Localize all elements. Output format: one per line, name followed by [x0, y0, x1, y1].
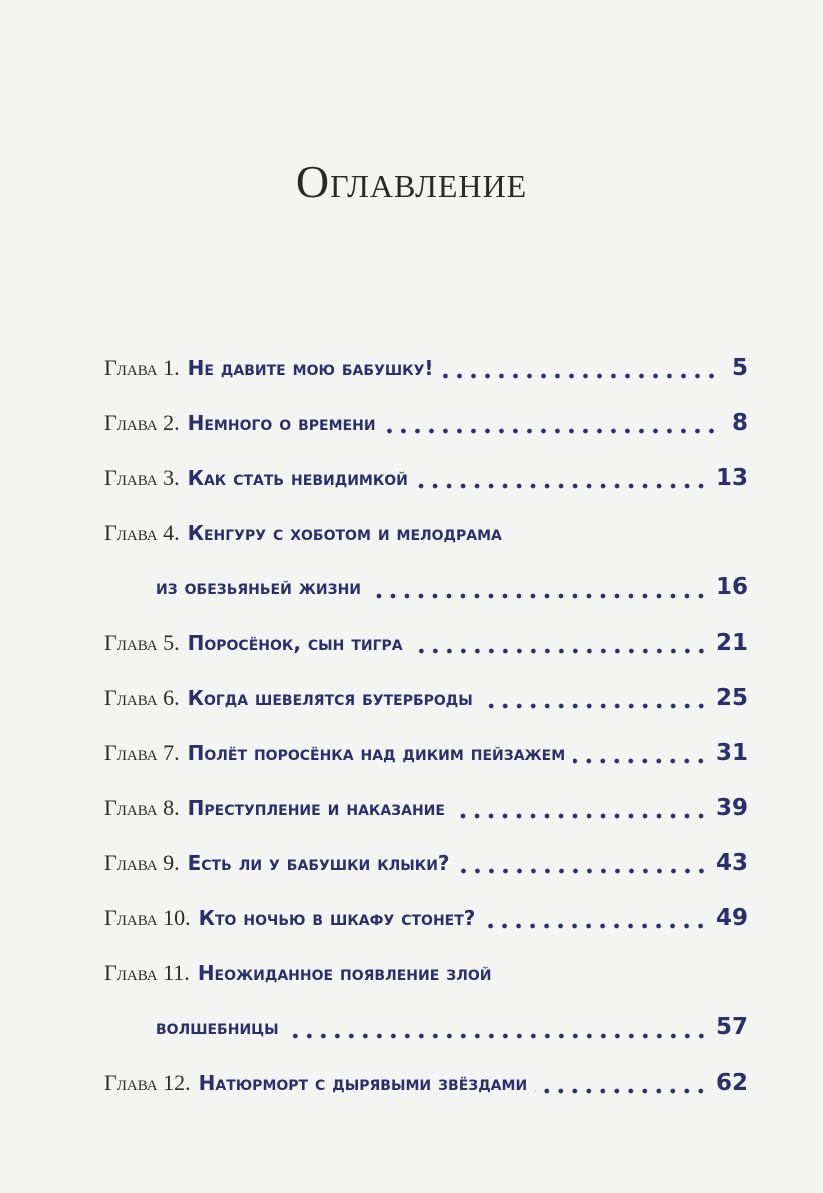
chapter-title: Немного о времени: [187, 411, 376, 435]
page-number: 25: [715, 685, 748, 711]
chapter-label: Глава 6.: [104, 685, 180, 710]
chapter-label: Глава 2.: [104, 410, 180, 435]
chapter-title: Поросёнок, сын тигра: [187, 631, 403, 655]
page-number: 16: [715, 574, 748, 600]
chapter-label: Глава 1.: [104, 355, 180, 380]
toc-entry-12[interactable]: [104, 1055, 748, 1110]
toc-entry-7[interactable]: [104, 725, 748, 780]
chapter-title-continuation: волшебницы: [156, 1015, 279, 1039]
toc-entry-9[interactable]: [104, 835, 748, 890]
chapter-label: Глава 7.: [104, 740, 180, 765]
page-number: 31: [715, 740, 748, 766]
chapter-label: Глава 4.: [104, 520, 180, 545]
toc-entry-4[interactable]: [104, 505, 748, 560]
dot-leader: [483, 923, 708, 929]
page-number: 21: [715, 630, 748, 656]
toc-entry-4-continuation[interactable]: [104, 560, 748, 615]
chapter-label: Глава 12.: [104, 1070, 191, 1095]
dot-leader: [384, 428, 718, 434]
chapter-label: Глава 3.: [104, 465, 180, 490]
chapter-label: Глава 8.: [104, 795, 180, 820]
dot-leader: [411, 648, 708, 654]
toc-entry-11-continuation[interactable]: [104, 1000, 748, 1055]
chapter-label: Глава 10.: [104, 905, 191, 930]
toc-entry-11[interactable]: [104, 945, 748, 1000]
chapter-title: Как стать невидимкой: [187, 466, 408, 490]
chapter-title: Не давите мою бабушку!: [187, 356, 434, 380]
page-number: 5: [731, 355, 748, 381]
page-number: 49: [715, 905, 748, 931]
page-number: 8: [731, 410, 748, 436]
chapter-title: Кенгуру с хоботом и мелодрама: [187, 521, 502, 545]
toc-entry-3[interactable]: [104, 450, 748, 505]
toc-entry-1[interactable]: [104, 340, 748, 395]
chapter-title: Натюрморт с дырявыми звёздами: [198, 1071, 528, 1095]
dot-leader: [453, 813, 708, 819]
chapter-label: Глава 9.: [104, 850, 180, 875]
chapter-label: Глава 5.: [104, 630, 180, 655]
dot-leader: [535, 1088, 708, 1094]
table-of-contents: [104, 340, 748, 1110]
dot-leader: [369, 593, 708, 599]
chapter-title: Когда шевелятся бутерброды: [187, 686, 473, 710]
page-number: 13: [715, 465, 748, 491]
dot-leader: [287, 1033, 708, 1039]
toc-entry-8[interactable]: [104, 780, 748, 835]
chapter-title-continuation: из обезьяньей жизни: [156, 575, 362, 599]
page-title: Оглавление: [295, 156, 528, 207]
chapter-title: Есть ли у бабушки клыки?: [187, 851, 450, 875]
chapter-title: Полёт поросёнка над диким пейзажем: [187, 741, 566, 765]
dot-leader: [458, 868, 708, 874]
chapter-label: Глава 11.: [104, 960, 190, 985]
page-number: 57: [715, 1014, 748, 1040]
chapter-title: Неожиданное появление злой: [197, 961, 492, 985]
dot-leader: [442, 373, 718, 379]
dot-leader: [481, 703, 708, 709]
page-number: 39: [715, 795, 748, 821]
page-number: 43: [715, 850, 748, 876]
toc-entry-10[interactable]: [104, 890, 748, 945]
toc-entry-6[interactable]: [104, 670, 748, 725]
dot-leader: [416, 483, 708, 489]
dot-leader: [573, 758, 708, 764]
toc-entry-2[interactable]: [104, 395, 748, 450]
chapter-title: Кто ночью в шкафу стонет?: [198, 906, 476, 930]
chapter-title: Преступление и наказание: [187, 796, 445, 820]
toc-entry-5[interactable]: [104, 615, 748, 670]
page-number: 62: [715, 1070, 748, 1096]
